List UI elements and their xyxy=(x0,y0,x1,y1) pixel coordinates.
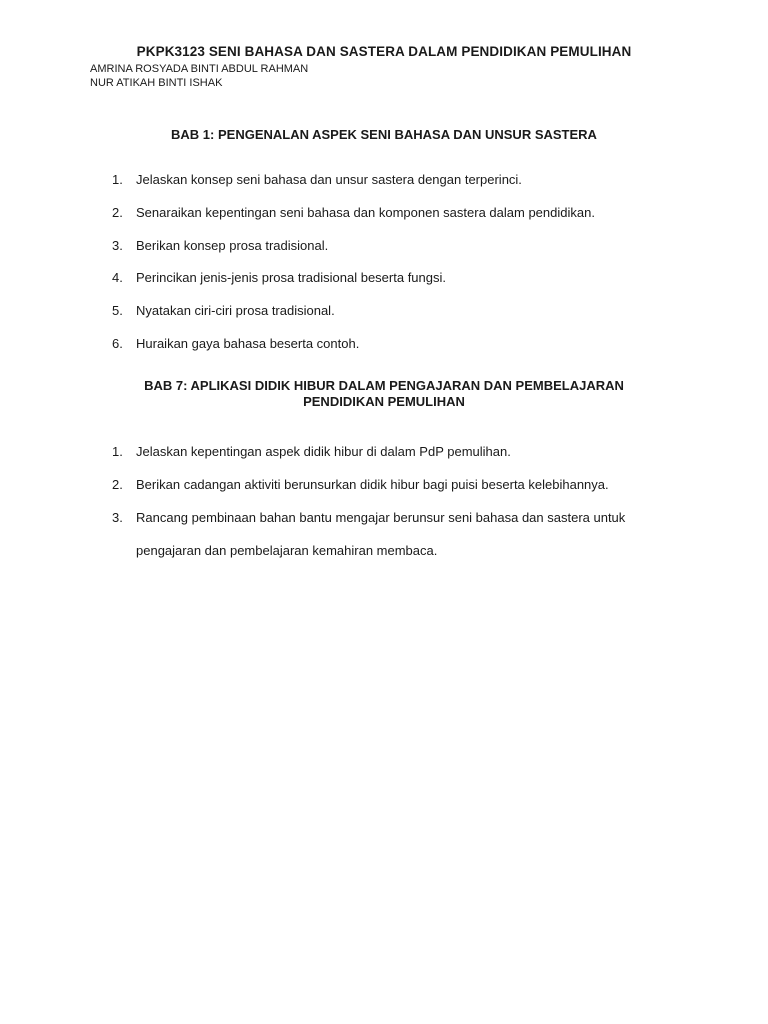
list-item xyxy=(112,477,682,510)
item-number: 1. xyxy=(112,172,123,187)
item-number: 2. xyxy=(112,204,123,220)
item-text: Berikan cadangan aktiviti berunsurkan didik hibur bagi puisi beserta kelebihannya. xyxy=(136,476,609,492)
item-text: Nyatakan ciri-ciri prosa tradisional. xyxy=(136,303,335,319)
item-text: Perincikan jenis-jenis prosa tradisional beserta fungsi. xyxy=(136,270,446,286)
item-text: Berikan konsep prosa tradisional. xyxy=(136,237,329,253)
section-heading xyxy=(100,378,668,410)
list-item xyxy=(112,172,682,205)
list-item xyxy=(112,444,682,477)
section-heading-line: BAB 7: APLIKASI DIDIK HIBUR DALAM PENGAJARAN DAN PEMBELAJARAN xyxy=(144,378,624,393)
item-text: Jelaskan kepentingan aspek didik hibur di dalam PdP pemulihan. xyxy=(136,444,511,459)
author-name: NUR ATIKAH BINTI ISHAK xyxy=(90,77,223,89)
item-number: 2. xyxy=(112,476,123,492)
item-text: Huraikan gaya bahasa beserta contoh. xyxy=(136,335,360,351)
question-list xyxy=(112,444,682,559)
question-list xyxy=(112,172,682,369)
item-number: 6. xyxy=(112,335,123,351)
author-name: AMRINA ROSYADA BINTI ABDUL RAHMAN xyxy=(90,63,309,75)
list-item xyxy=(112,205,682,238)
list-item xyxy=(112,510,682,559)
item-number: 3. xyxy=(112,237,123,253)
item-text: Jelaskan konsep seni bahasa dan unsur sastera dengan terperinci. xyxy=(136,172,522,187)
list-item xyxy=(112,336,682,369)
item-text-continuation: pengajaran dan pembelajaran kemahiran membaca. xyxy=(136,542,438,558)
item-number: 3. xyxy=(112,509,123,525)
section-heading-line: PENDIDIKAN PEMULIHAN xyxy=(303,394,465,409)
list-item xyxy=(112,238,682,271)
item-text: Senaraikan kepentingan seni bahasa dan komponen sastera dalam pendidikan. xyxy=(136,204,595,220)
item-number: 4. xyxy=(112,270,123,286)
item-number: 5. xyxy=(112,303,123,319)
list-item xyxy=(112,270,682,303)
item-number: 1. xyxy=(112,444,123,459)
section-heading: BAB 1: PENGENALAN ASPEK SENI BAHASA DAN UNSUR SASTERA xyxy=(171,127,597,142)
document-title: PKPK3123 SENI BAHASA DAN SASTERA DALAM PENDIDIKAN PEMULIHAN xyxy=(136,44,632,59)
item-text: Rancang pembinaan bahan bantu mengajar berunsur seni bahasa dan sastera untuk xyxy=(136,509,626,525)
list-item xyxy=(112,303,682,336)
